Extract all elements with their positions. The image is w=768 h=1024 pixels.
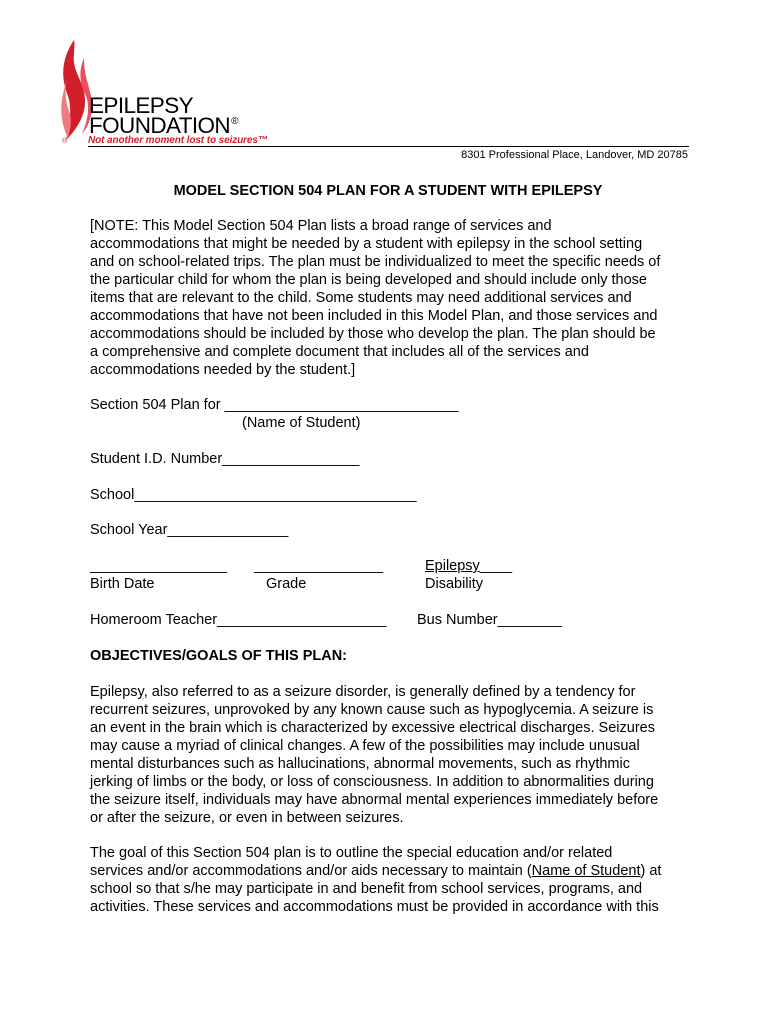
bus-number-field: Bus Number________ — [417, 612, 563, 628]
note-line: accommodations needed by the student.] — [90, 362, 356, 378]
intro-section — [90, 182, 690, 379]
disability-label: Disability — [425, 576, 484, 592]
name-of-student-placeholder: Name of Student — [531, 863, 641, 879]
line-text: ) at — [640, 863, 662, 879]
birth-date-label: Birth Date — [90, 576, 155, 592]
note-line: items that are relevant to the child. Some students may need additional services and — [90, 290, 632, 306]
note-line: accommodations that might be needed by a student with epilepsy in the school setting — [90, 236, 643, 252]
note-line: the particular child for whom the plan is being developed and should include only those — [90, 272, 647, 288]
name-of-student-caption: (Name of Student) — [242, 415, 361, 431]
flame-icon — [58, 40, 92, 144]
epilepsy-definition-paragraph — [90, 683, 690, 827]
logo-wordmark-epilepsy: EPILEPSY — [89, 93, 194, 118]
grade-label: Grade — [266, 576, 307, 592]
foundation-address: 8301 Professional Place, Landover, MD 20785 — [461, 149, 688, 161]
paragraph-line: recurrent seizures, unprovoked by any known cause such as hypoglycemia. A seizure is — [90, 702, 654, 718]
paragraph-line: school so that s/he may participate in and benefit from school services, programs, and — [90, 881, 643, 897]
paragraph-line: Epilepsy, also referred to as a seizure disorder, is generally defined by a tendency for — [90, 684, 636, 700]
header-rule — [88, 146, 689, 147]
note-line: [NOTE: This Model Section 504 Plan lists a broad range of services and — [90, 218, 552, 234]
paragraph-line: jerking of limbs or the body, or loss of consciousness. In addition to abnormalities during — [90, 774, 654, 790]
note-line: accommodations that have not been included in this Model Plan, and those services and — [90, 308, 658, 324]
note-paragraph — [90, 217, 690, 379]
disability-epilepsy: Epilepsy — [425, 558, 480, 574]
paragraph-line: may cause a myriad of clinical changes. A few of the possibilities may include unusual — [90, 738, 640, 754]
paragraph-line: mental disturbances such as hallucinations, abnormal movements, such as rhythmic — [90, 756, 630, 772]
paragraph-line: activities. These services and accommodations must be provided in accordance with this — [90, 899, 659, 915]
school-year-field: School Year_______________ — [90, 522, 289, 538]
note-line: a comprehensive and complete document that includes all of the services and — [90, 344, 589, 360]
registered-mark: ® — [231, 116, 238, 127]
paragraph-line: an event in the brain which is characterized by excessive electrical discharges. Seizures — [90, 720, 655, 736]
birth-date-blank: _________________ — [90, 558, 228, 574]
disability-value — [425, 558, 512, 574]
logo-tagline: Not another moment lost to seizures™ — [88, 135, 268, 146]
small-registered-mark: ® — [62, 138, 68, 145]
disability-blank: ____ — [479, 558, 513, 574]
logo-wordmark-foundation: FOUNDATION® — [89, 113, 238, 138]
epilepsy-foundation-logo — [58, 40, 288, 150]
plan-for-field: Section 504 Plan for _____________________________ — [90, 397, 459, 413]
paragraph-line: The goal of this Section 504 plan is to outline the special education and/or related — [90, 845, 613, 861]
paragraph-line: the seizure itself, individuals may have abnormal mental experiences immediately before — [90, 792, 659, 808]
student-id-field: Student I.D. Number_________________ — [90, 451, 360, 467]
note-line: accommodations should be included by those who develop the plan. The plan should be — [90, 326, 656, 342]
paragraph-line — [90, 862, 690, 880]
document-title: MODEL SECTION 504 PLAN FOR A STUDENT WITH EPILEPSY — [173, 183, 603, 199]
grade-blank: ________________ — [254, 558, 384, 574]
homeroom-teacher-field: Homeroom Teacher_____________________ — [90, 612, 387, 628]
note-line: and on school-related trips. The plan must be individualized to meet the specific needs of — [90, 254, 661, 270]
paragraph-line: or after the seizure, or even in between seizures. — [90, 810, 404, 826]
line-text: services and/or accommodations and/or aids necessary to maintain ( — [90, 863, 532, 879]
objectives-heading: OBJECTIVES/GOALS OF THIS PLAN: — [90, 648, 347, 664]
plan-goal-paragraph — [90, 844, 690, 916]
school-field: School___________________________________ — [90, 487, 417, 503]
